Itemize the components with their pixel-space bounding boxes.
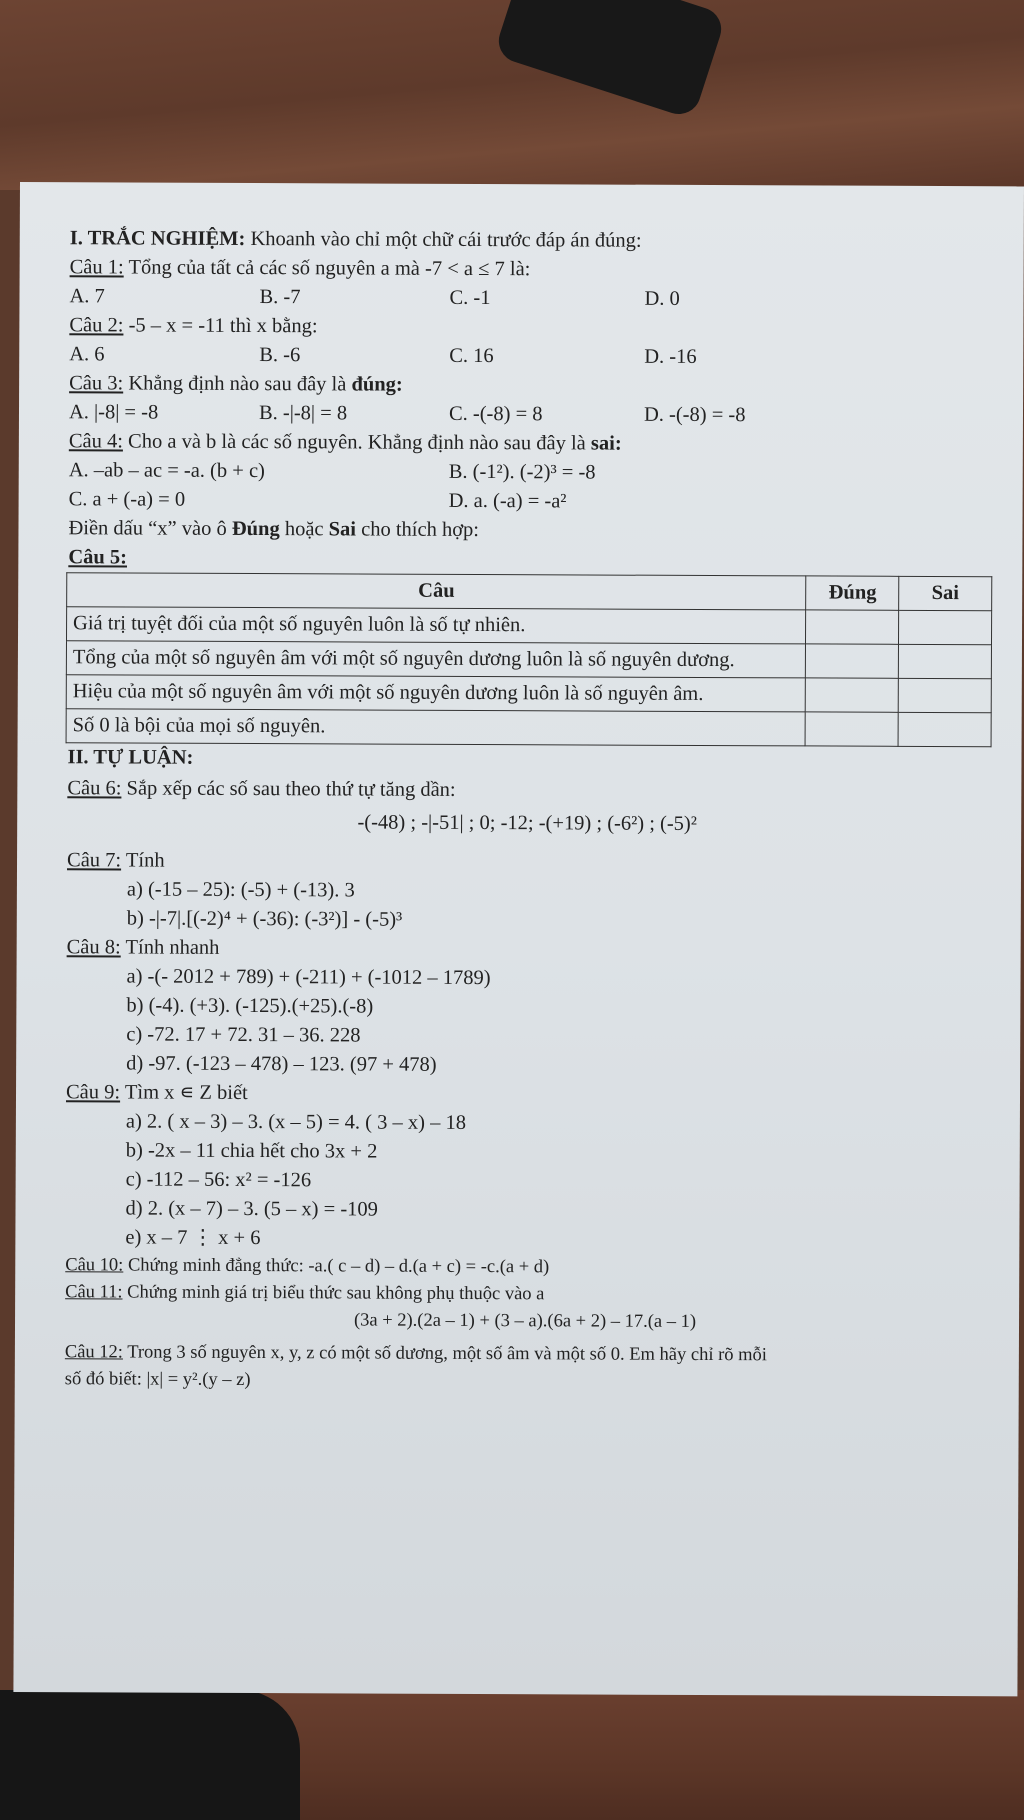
true-checkbox-cell[interactable] xyxy=(805,712,898,746)
q2-options: A. 6 B. -6 C. 16 D. -16 xyxy=(69,343,697,368)
header-question: Câu xyxy=(67,573,807,610)
q9-item: e) x – 7 ⋮ x + 6 xyxy=(125,1226,261,1250)
true-checkbox-cell[interactable] xyxy=(806,610,899,644)
q7-item: a) (-15 – 25): (-5) + (-13). 3 xyxy=(126,878,355,902)
q11-expression: (3a + 2).(2a – 1) + (3 – a).(6a + 2) – 17.(a – 1) xyxy=(353,1310,697,1332)
q12: Câu 12: Trong 3 số nguyên x, y, z có một số dương, một số âm và một số 0. Em hãy chỉ rõ mỗi xyxy=(64,1342,768,1366)
q8-item: d) -97. (-123 – 478) – 123. (97 + 478) xyxy=(126,1052,437,1076)
q9-item: b) -2x – 11 chia hết cho 3x + 2 xyxy=(125,1139,378,1163)
q6: Câu 6: Sắp xếp các số sau theo thứ tự tăng dần: xyxy=(67,777,456,801)
true-checkbox-cell[interactable] xyxy=(806,678,899,712)
table-row: Tổng của một số nguyên âm với một số nguyên dương luôn là số nguyên dương. xyxy=(66,641,991,679)
q9: Câu 9: Tìm x ∊ Z biết xyxy=(65,1081,248,1105)
q9-item: d) 2. (x – 7) – 3. (5 – x) = -109 xyxy=(125,1197,378,1221)
dark-object-corner xyxy=(0,1690,300,1820)
q3: Câu 3: Khẳng định nào sau đây là đúng: xyxy=(69,372,403,396)
q7: Câu 7: Tính xyxy=(66,849,165,872)
true-checkbox-cell[interactable] xyxy=(806,644,899,678)
false-checkbox-cell[interactable] xyxy=(898,712,991,746)
exam-content xyxy=(65,224,990,1397)
table-row: Số 0 là bội của mọi số nguyên. xyxy=(66,709,991,747)
q10: Câu 10: Chứng minh đẳng thức: -a.( c – d) – d.(a + c) = -c.(a + d) xyxy=(65,1255,550,1278)
section1-heading: I. TRẮC NGHIỆM: Khoanh vào chỉ một chữ cái trước đáp án đúng: xyxy=(69,227,642,252)
q8: Câu 8: Tính nhanh xyxy=(66,936,220,959)
q4: Câu 4: Cho a và b là các số nguyên. Khẳng định nào sau đây là sai: xyxy=(68,430,622,455)
false-checkbox-cell[interactable] xyxy=(899,610,992,644)
q4-options-row2: C. a + (-a) = 0 D. a. (-a) = -a² xyxy=(68,488,567,513)
section2-heading: II. TỰ LUẬN: xyxy=(67,746,194,769)
false-checkbox-cell[interactable] xyxy=(898,678,991,712)
q2: Câu 2: -5 – x = -11 thì x bằng: xyxy=(69,314,318,338)
q3-options: A. |-8| = -8 B. -|-8| = 8 C. -(-8) = 8 D. -(-8) = -8 xyxy=(68,401,746,427)
true-false-table xyxy=(66,572,993,747)
q9-item: a) 2. ( x – 3) – 3. (x – 5) = 4. ( 3 – x) – 18 xyxy=(125,1110,467,1134)
exam-paper xyxy=(13,182,1024,1696)
table-row: Giá trị tuyệt đối của một số nguyên luôn là số tự nhiên. xyxy=(66,607,991,645)
fill-instruction: Điền dấu “x” vào ô Đúng hoặc Sai cho thích hợp: xyxy=(68,517,480,542)
false-checkbox-cell[interactable] xyxy=(899,644,992,678)
q1-options: A. 7 B. -7 C. -1 D. 0 xyxy=(69,285,680,310)
q4-options-row1: A. –ab – ac = -a. (b + c) B. (-1²). (-2)³ = -8 xyxy=(68,459,596,484)
q12-continued: số đó biết: |x| = y².(y – z) xyxy=(64,1369,251,1391)
q1: Câu 1: Tổng của tất cả các số nguyên a mà -7 < a ≤ 7 là: xyxy=(69,256,531,281)
q5-label: Câu 5: xyxy=(68,546,128,569)
table-header-row xyxy=(67,573,992,611)
header-false: Sai xyxy=(899,576,992,610)
q11: Câu 11: Chứng minh giá trị biểu thức sau không phụ thuộc vào a xyxy=(65,1282,545,1305)
q7-item: b) -|-7|.[(-2)⁴ + (-36): (-3²)] - (-5)³ xyxy=(126,907,403,931)
q8-item: a) -(- 2012 + 789) + (-211) + (-1012 – 1789) xyxy=(126,965,491,990)
q9-item: c) -112 – 56: x² = -126 xyxy=(125,1168,312,1192)
q8-item: c) -72. 17 + 72. 31 – 36. 228 xyxy=(126,1023,361,1047)
q6-expression: -(-48) ; -|-51| ; 0; -12; -(+19) ; (-6²) ; (-5)² xyxy=(357,811,697,835)
table-row: Hiệu của một số nguyên âm với một số nguyên dương luôn là số nguyên âm. xyxy=(66,675,991,713)
header-true: Đúng xyxy=(806,576,899,610)
q8-item: b) (-4). (+3). (-125).(+25).(-8) xyxy=(126,994,374,1018)
